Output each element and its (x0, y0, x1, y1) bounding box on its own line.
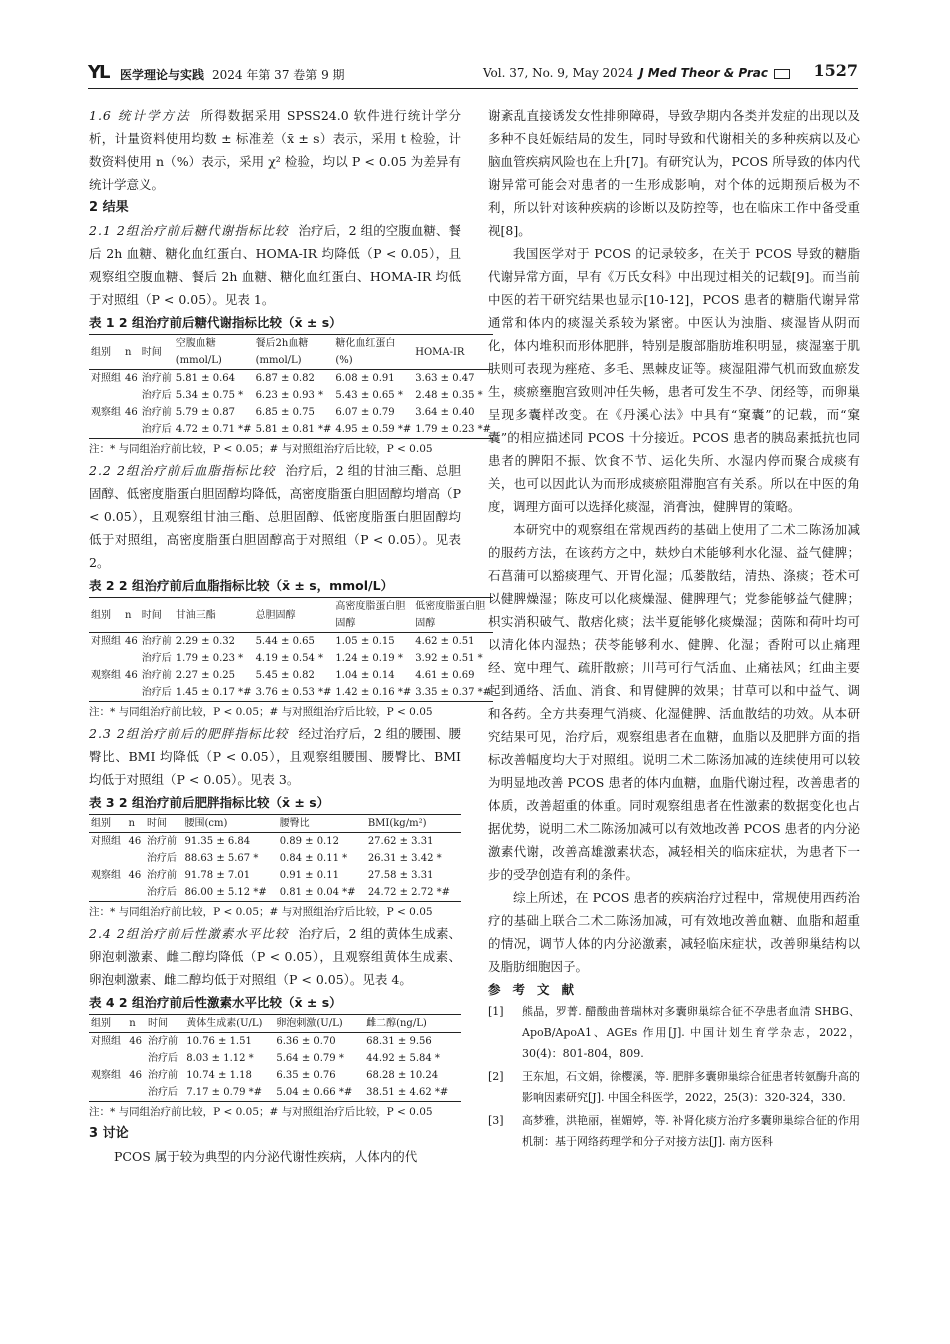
table-cell: 46 (129, 1070, 142, 1081)
table-cell: 治疗前 (141, 373, 172, 384)
table-cell: 治疗后 (148, 1053, 178, 1064)
table-cell: 4.72 ± 0.71 *# (175, 424, 252, 435)
section-1-6 (89, 104, 461, 196)
table-row (89, 667, 493, 684)
table-cell: 5.79 ± 0.87 (175, 407, 236, 418)
table-row (89, 633, 493, 651)
table-cell: 5.45 ± 0.82 (255, 670, 315, 681)
reference-list (488, 1001, 860, 1152)
table-cell: 8.03 ± 1.12 * (186, 1053, 254, 1064)
table-cell: 5.04 ± 0.66 *# (276, 1087, 353, 1098)
table-cell (127, 1084, 146, 1102)
t1-h6: HOMA-IR (413, 335, 493, 370)
discussion-heading: 3 讨论 (89, 1126, 129, 1141)
discussion-para-3: 本研究中的观察组在常规西药的基础上使用了二术二陈汤加减的服药方法，在该药方之中，麸炒白术能够利水化湿、益气健脾；石菖蒲可以豁痰理气、开胃化湿；瓜蒌散结，清热、涤痰；苍术可以健脾燥湿；陈皮可以化痰燥湿、健脾理气；党参能够益气健脾；枳实消积破气、散痞化痰；法半夏能够化痰燥湿；茵陈和荷叶均可以清化体内湿热；茯苓能够利水、健脾、化湿；香附可以止痛理经、宽中理气、疏肝散瘀；川芎可行气活血、止痛祛风；红曲主要起到通络、活血、消食、和胃健脾的效果；甘草可以和中益气、调和各药。全方共奏理气消痰、化湿健脾、活血散结的功效。从本研究结果可见，治疗后，观察组患者在血糖，血脂以及肥胖方面的指标改善幅度均大于对照组。说明二术二陈汤加减的连续使用可以较为明显地改善 PCOS 患者的体内血糖，血脂代谢过程，改善患者的体质，改善超重的体重。同时观察组患者在性激素的数据变化也占据优势，说明二术二陈汤加减可以有效地改善 PCOS 患者的内分泌激素代谢，改善高雄激素状态，减轻相关的临床症状，为患者下一步的受孕创造有利的条件。 (488, 522, 860, 882)
section-2-2-heading: 2.2 2组治疗前后血脂指标比较 (89, 463, 276, 478)
table-cell: 91.78 ± 7.01 (184, 870, 251, 881)
left-column (89, 104, 492, 1168)
results-heading: 2 结果 (89, 200, 129, 215)
section-2-1-text: 治疗后，2 组的空腹血糖、餐后 2h 血糖、糖化血红蛋白、HOMA-IR 均降低（P < 0.05），且观察组空腹血糖、餐后 2h 血糖、糖化血红蛋白、HOMA-IR 均低于对照组（P < 0.05）。见表 1。 (89, 223, 461, 307)
table-row (89, 850, 461, 867)
t2-h6: 低密度脂蛋白胆固醇 (413, 598, 493, 633)
references-heading: 参考文献 (488, 982, 587, 997)
table-cell: 治疗后 (141, 390, 172, 401)
table-cell: 27.62 ± 3.31 (367, 836, 434, 847)
table-cell: 6.08 ± 0.91 (335, 373, 395, 384)
table-cell (89, 1050, 127, 1067)
table-cell: 治疗后 (147, 853, 177, 864)
table-cell: 5.64 ± 0.79 * (276, 1053, 344, 1064)
t4-h1: n (127, 1015, 146, 1033)
table-3-caption: 表 3 2 组治疗前后肥胖指标比较（x̄ ± s） (89, 795, 330, 810)
section-2-2-text: 治疗后，2 组的甘油三酯、总胆固醇、低密度脂蛋白胆固醇均降低，高密度脂蛋白胆固醇均增高（P < 0.05），且观察组甘油三酯、总胆固醇、低密度脂蛋白胆固醇均低于对照组，高密度脂蛋白胆固醇高于对照组（P < 0.05）。见表 2。 (89, 463, 461, 570)
table-cell (89, 387, 123, 404)
table-cell: 0.89 ± 0.12 (279, 836, 339, 847)
running-header (88, 60, 858, 89)
table-cell (127, 884, 145, 902)
table-cell: 4.95 ± 0.59 *# (335, 424, 412, 435)
table-row (89, 650, 493, 667)
t1-h5: 糖化血红蛋白(%) (333, 335, 413, 370)
table-cell: 68.28 ± 10.24 (366, 1070, 439, 1081)
table-cell (89, 850, 127, 867)
table-cell: 46 (125, 670, 138, 681)
table-cell: 对照组 (91, 836, 121, 847)
table-cell: 4.61 ± 0.69 (415, 670, 475, 681)
table-1 (89, 334, 493, 439)
table-2-caption: 表 2 2 组治疗前后血脂指标比较（x̄ ± s，mmol/L） (89, 578, 394, 593)
table-cell (123, 650, 140, 667)
table-cell: 0.81 ± 0.04 *# (279, 887, 356, 898)
section-2-1-heading: 2.1 2组治疗前后糖代谢指标比较 (89, 223, 289, 238)
table-cell: 24.72 ± 2.72 *# (367, 887, 450, 898)
table-row (89, 833, 461, 851)
table-cell: 2.27 ± 0.25 (175, 670, 236, 681)
table-2 (89, 597, 493, 702)
table-cell (127, 1050, 146, 1067)
table-cell (89, 884, 127, 902)
table-2-note: 注：* 与同组治疗前比较，P < 0.05；# 与对照组治疗后比较，P < 0.05 (89, 706, 433, 718)
table-cell: 5.44 ± 0.65 (255, 636, 315, 647)
section-2-2 (89, 459, 461, 574)
table-cell: 44.92 ± 5.84 * (366, 1053, 440, 1064)
table-cell: 27.58 ± 3.31 (367, 870, 434, 881)
table-cell: 46 (128, 870, 142, 881)
reference-text: 王东旭，石文娟，徐樱溪，等. 肥胖多囊卵巢综合征患者转氨酶升高的影响因素研究[J]. 中国全科医学，2022，25(3)：320-324，330. (522, 1070, 860, 1104)
table-cell: 1.42 ± 0.16 *# (335, 687, 412, 698)
table-cell: 1.79 ± 0.23 * (175, 653, 244, 664)
table-cell: 68.31 ± 9.56 (366, 1036, 432, 1047)
table-cell: 观察组 (91, 670, 121, 681)
table-3 (89, 814, 461, 902)
t3-h0: 组别 (89, 815, 127, 833)
t4-h3: 黄体生成素(U/L) (184, 1015, 274, 1033)
table-cell: 91.35 ± 6.84 (184, 836, 251, 847)
table-cell: 6.36 ± 0.70 (276, 1036, 336, 1047)
t1-h3: 空腹血糖(mmol/L) (174, 335, 254, 370)
table-cell: 3.64 ± 0.40 (415, 407, 475, 418)
table-cell: 3.35 ± 0.37 *# (415, 687, 492, 698)
reference-item (488, 1066, 860, 1108)
t2-h3: 甘油三酯 (174, 598, 254, 633)
table-3-note: 注：* 与同组治疗前比较，P < 0.05；# 与对照组治疗后比较，P < 0.05 (89, 906, 433, 918)
table-cell (123, 684, 140, 702)
reference-text: 熊晶，罗菁. 醋酸曲普瑞林对多囊卵巢综合征不孕患者血清 SHBG、ApoB/ApoA1、AGEs 作用[J]. 中国计划生育学杂志，2022，30(4)：801-804，809. (522, 1005, 860, 1060)
table-cell: 46 (125, 636, 138, 647)
table-cell: 治疗后 (147, 887, 177, 898)
table-cell: 治疗后 (148, 1087, 178, 1098)
table-cell: 5.43 ± 0.65 * (335, 390, 403, 401)
table-cell: 6.23 ± 0.93 * (255, 390, 324, 401)
table-cell (89, 684, 123, 702)
table-cell: 4.19 ± 0.54 * (255, 653, 324, 664)
reference-item (488, 1110, 860, 1152)
journal-logo: YL (88, 62, 109, 83)
t2-h2: 时间 (140, 598, 174, 633)
table-4-note: 注：* 与同组治疗前比较，P < 0.05；# 与对照组治疗后比较，P < 0.05 (89, 1106, 433, 1118)
section-2-3 (89, 722, 461, 791)
table-row (89, 404, 493, 421)
table-cell: 1.45 ± 0.17 *# (175, 687, 252, 698)
t4-h4: 卵泡刺激(U/L) (274, 1015, 364, 1033)
section-2-3-text: 经过治疗后，2 组的腰围、腰臀比、BMI 均降低（P < 0.05），且观察组腰围、腰臀比、BMI 均低于对照组（P < 0.05）。见表 3。 (89, 726, 461, 787)
table-cell (89, 421, 123, 439)
table-cell: 46 (125, 373, 138, 384)
reference-item (488, 1001, 860, 1064)
table-cell: 6.85 ± 0.75 (255, 407, 315, 418)
t1-h4: 餐后2h血糖(mmol/L) (254, 335, 334, 370)
issue-cn: 2024 年第 37 卷第 9 期 (212, 68, 345, 82)
table-cell: 1.05 ± 0.15 (335, 636, 395, 647)
reference-number: [1] (488, 1005, 504, 1018)
table-4-caption: 表 4 2 组治疗前后性激素水平比较（x̄ ± s） (89, 995, 342, 1010)
table-row (89, 1084, 461, 1102)
table-cell: 观察组 (91, 1070, 121, 1081)
table-row (89, 421, 493, 439)
table-cell: 3.92 ± 0.51 * (415, 653, 483, 664)
table-cell: 治疗前 (141, 670, 172, 681)
table-cell: 治疗后 (141, 424, 172, 435)
section-1-6-heading: 1.6 统计学方法 (89, 108, 191, 123)
section-2-4-heading: 2.4 2组治疗前后性激素水平比较 (89, 926, 289, 941)
table-cell: 6.07 ± 0.79 (335, 407, 395, 418)
table-cell: 治疗前 (147, 836, 177, 847)
table-cell: 7.17 ± 0.79 *# (186, 1087, 263, 1098)
table-cell (89, 1084, 127, 1102)
section-2-1 (89, 219, 461, 311)
table-cell: 5.34 ± 0.75 * (175, 390, 244, 401)
t2-h0: 组别 (89, 598, 123, 633)
table-row (89, 370, 493, 388)
table-cell: 46 (128, 836, 142, 847)
section-1-6-text: 所得数据采用 SPSS24.0 软件进行统计学分析，计量资料使用均数 ± 标准差（x̄ ± s）表示，采用 t 检验，计数资料使用 n（%）表示，采用 χ² 检验，均以 P < 0.05 为差异有统计学意义。 (89, 108, 461, 192)
table-cell: 观察组 (91, 870, 121, 881)
table-cell: 0.84 ± 0.11 * (279, 853, 348, 864)
right-column (488, 104, 860, 1154)
table-cell: 86.00 ± 5.12 *# (184, 887, 267, 898)
discussion-start: PCOS 属于较为典型的内分泌代谢性疾病，人体内的代 (114, 1149, 418, 1164)
header-box-icon (774, 69, 790, 79)
table-cell: 治疗前 (141, 636, 172, 647)
table-cell (123, 421, 140, 439)
table-row (89, 867, 461, 884)
t3-h4: 腰臀比 (278, 815, 366, 833)
reference-text: 高梦雅，洪艳丽，崔媚婷，等. 补肾化痰方治疗多囊卵巢综合征的作用机制：基于网络药理学和分子对接方法[J]. 南方医科 (522, 1114, 860, 1148)
t4-h2: 时间 (146, 1015, 184, 1033)
table-row (89, 387, 493, 404)
table-cell: 对照组 (91, 373, 121, 384)
table-cell: 10.74 ± 1.18 (186, 1070, 252, 1081)
t3-h3: 腰围(cm) (183, 815, 278, 833)
t4-h0: 组别 (89, 1015, 127, 1033)
table-cell: 4.62 ± 0.51 (415, 636, 475, 647)
header-left (120, 66, 345, 83)
table-cell: 38.51 ± 4.62 *# (366, 1087, 449, 1098)
table-cell: 治疗前 (141, 407, 172, 418)
table-row (89, 684, 493, 702)
t1-h1: n (123, 335, 140, 370)
table-cell: 治疗前 (147, 870, 177, 881)
table-cell: 治疗前 (148, 1036, 178, 1047)
table-row (89, 1050, 461, 1067)
conclusion-para: 综上所述，在 PCOS 患者的疾病治疗过程中，常规使用西药治疗的基础上联合二术二陈汤加减，可有效地改善血糖、血脂和超重的情况，调节人体的内分泌激素，减轻临床症状，改善卵巢结构以及脂肪细胞因子。 (488, 890, 860, 974)
table-cell (89, 650, 123, 667)
header-right (483, 66, 790, 80)
table-cell (123, 387, 140, 404)
table-cell: 46 (129, 1036, 142, 1047)
table-1-caption: 表 1 2 组治疗前后糖代谢指标比较（x̄ ± s） (89, 315, 342, 330)
t2-h5: 高密度脂蛋白胆固醇 (333, 598, 413, 633)
t1-h2: 时间 (140, 335, 174, 370)
table-cell: 治疗后 (141, 653, 172, 664)
journal-name-cn: 医学理论与实践 (120, 68, 205, 82)
table-cell: 观察组 (91, 407, 121, 418)
table-cell: 1.04 ± 0.14 (335, 670, 395, 681)
table-row (89, 1033, 461, 1051)
table-cell: 对照组 (91, 636, 121, 647)
table-cell: 对照组 (91, 1036, 121, 1047)
table-cell: 1.24 ± 0.19 * (335, 653, 403, 664)
table-cell: 0.91 ± 0.11 (279, 870, 339, 881)
table-cell: 10.76 ± 1.51 (186, 1036, 252, 1047)
section-2-3-heading: 2.3 2组治疗前后的肥胖指标比较 (89, 726, 289, 741)
discussion-para-2: 我国医学对于 PCOS 的记录较多，在关于 PCOS 导致的糖脂代谢异常方面，早有《万氏女科》中出现过相关的记载[9]。而当前中医的若干研究结果也显示[10-12]，PCOS 患者的糖脂代谢异常通常和体内的痰湿关系较为紧密。中医认为浊脂、痰湿皆从阴而化，体内堆积而形体肥胖，特别是腹部脂肪堆积明显，痰湿塞于肌肤则可表现为痤疮、多毛、黑棘皮证等。痰湿阻滞气机而致血瘀发生，痰瘀壅胞宫致则冲任失畅，患者可发生不孕、闭经等，而卵巢呈现多囊样改变。在《丹溪心法》中具有“窠囊”的记载，而“窠囊”的相应描述同 PCOS 十分接近。PCOS 患者的胰岛素抵抗也同患者的脾阳不振、饮食不节、运化失所、水湿内停而聚合成痰有关，也可以因此认为而形成痰瘀阻滞胞宫有关系。所以在中医的角度，调理方面可以选择化痰湿，消膏浊，健脾胃的策略。 (488, 246, 860, 514)
discussion-para-1: 谢紊乱直接诱发女性排卵障碍，导致孕期内各类并发症的出现以及多种不良妊娠结局的发生，同时导致和代谢相关的多种疾病以及心脑血管疾病风险也在上升[7]。有研究认为，PCOS 所导致的体内代谢异常可能会对患者的一生形成影响，对个体的远期预后极为不利，所以针对该种疾病的诊断以及防控等，也在临床工作中备受重视[8]。 (488, 108, 860, 238)
t1-h0: 组别 (89, 335, 123, 370)
t2-h1: n (123, 598, 140, 633)
table-cell: 2.29 ± 0.32 (175, 636, 236, 647)
table-cell: 26.31 ± 3.42 * (367, 853, 442, 864)
reference-number: [3] (488, 1114, 504, 1127)
table-cell: 3.63 ± 0.47 (415, 373, 475, 384)
table-cell: 5.81 ± 0.81 *# (255, 424, 332, 435)
page-number: 1527 (813, 61, 858, 80)
table-4 (89, 1014, 461, 1102)
table-1-note: 注：* 与同组治疗前比较，P < 0.05；# 与对照组治疗后比较，P < 0.05 (89, 443, 433, 455)
table-cell: 3.76 ± 0.53 *# (255, 687, 332, 698)
table-cell (127, 850, 145, 867)
section-2-4 (89, 922, 461, 991)
journal-name-en: J Med Theor & Prac (639, 66, 768, 80)
issue-en: Vol. 37, No. 9, May 2024 (482, 66, 634, 80)
t3-h5: BMI(kg/m²) (366, 815, 461, 833)
table-cell: 6.87 ± 0.82 (255, 373, 315, 384)
table-cell: 治疗后 (141, 687, 172, 698)
reference-number: [2] (488, 1070, 504, 1083)
section-2-4-text: 治疗后，2 组的黄体生成素、卵泡刺激素、雌二醇均降低（P < 0.05），且观察组黄体生成素、卵泡刺激素、雌二醇均低于对照组（P < 0.05）。见表 4。 (89, 926, 461, 987)
table-cell: 6.35 ± 0.76 (276, 1070, 336, 1081)
t2-h4: 总胆固醇 (254, 598, 334, 633)
table-cell: 88.63 ± 5.67 * (184, 853, 259, 864)
t3-h2: 时间 (145, 815, 183, 833)
table-cell: 46 (125, 407, 138, 418)
table-cell: 治疗前 (148, 1070, 178, 1081)
t4-h5: 雌二醇(ng/L) (364, 1015, 461, 1033)
table-cell: 1.79 ± 0.23 *# (415, 424, 492, 435)
table-cell: 2.48 ± 0.35 * (415, 390, 483, 401)
table-row (89, 1067, 461, 1084)
table-row (89, 884, 461, 902)
table-cell: 5.81 ± 0.64 (175, 373, 236, 384)
t3-h1: n (127, 815, 145, 833)
